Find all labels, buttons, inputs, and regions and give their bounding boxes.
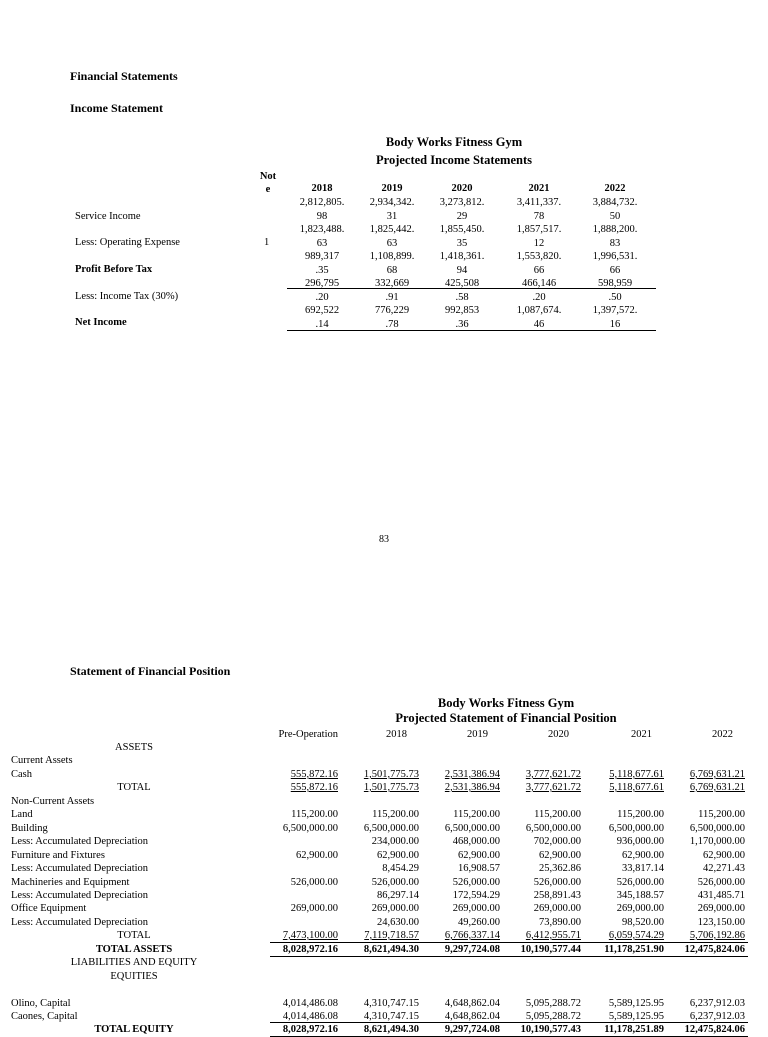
income-value-part: 1,857,517. (516, 224, 562, 235)
position-value-cell: 62,900.00 (377, 850, 419, 861)
position-row-label: EQUITIES (110, 971, 158, 982)
income-value-cell (504, 304, 574, 331)
position-value-cell: 3,777,621.72 (525, 769, 581, 780)
income-value-part: 1,087,674. (516, 305, 562, 316)
position-value-cell: 11,178,251.89 (604, 1024, 664, 1035)
position-row-label: Cash (11, 769, 32, 780)
income-value-cell (287, 196, 357, 223)
income-year-header: 2022 (604, 183, 626, 194)
position-total-rule (270, 1022, 748, 1023)
income-value-part: 1,996,531. (592, 251, 638, 262)
position-value-cell: 5,706,192.86 (689, 930, 745, 941)
income-value-part: .91 (385, 291, 399, 303)
position-value-cell: 11,178,251.90 (604, 944, 664, 955)
position-value-cell: 7,473,100.00 (282, 930, 338, 941)
position-value-cell: 62,900.00 (458, 850, 500, 861)
note-column-header (256, 170, 280, 196)
position-column-header: Pre-Operation (278, 729, 338, 740)
position-value-cell: 6,237,912.03 (689, 1011, 745, 1022)
position-value-cell: 98,520.00 (622, 917, 664, 928)
income-value-cell (287, 277, 357, 304)
income-value-part: 989,317 (304, 251, 340, 262)
income-value-part: 466,146 (521, 278, 557, 289)
position-row-label: Less: Accumulated Depreciation (11, 890, 149, 901)
position-row-label: Less: Accumulated Depreciation (11, 863, 149, 874)
income-value-cell (427, 304, 497, 331)
income-value-part: .50 (608, 291, 622, 303)
income-row-note: 1 (264, 237, 270, 248)
income-value-part: 1,888,200. (592, 224, 638, 235)
position-value-cell: 6,237,912.03 (689, 998, 745, 1009)
income-value-part: 16 (609, 318, 621, 330)
heading-income-statement: Income Statement (70, 101, 163, 115)
position-value-cell: 62,900.00 (622, 850, 664, 861)
position-value-cell: 7,119,718.57 (364, 930, 419, 941)
position-value-cell: 115,200.00 (534, 809, 581, 820)
position-row-label: Furniture and Fixtures (11, 850, 105, 861)
income-row-label: Service Income (75, 211, 141, 222)
position-value-cell: 123,150.00 (697, 917, 745, 928)
position-value-cell: 269,000.00 (452, 903, 500, 914)
position-value-cell: 9,297,724.08 (444, 944, 500, 955)
income-value-cell (504, 223, 574, 250)
position-value-cell: 234,000.00 (371, 836, 419, 847)
income-value-part: 46 (533, 318, 545, 330)
position-value-cell: 62,900.00 (703, 850, 745, 861)
position-value-cell: 258,891.43 (533, 890, 581, 901)
position-value-cell: 4,648,862.04 (444, 998, 500, 1009)
page-number: 83 (379, 534, 389, 545)
position-value-cell: 6,500,000.00 (689, 823, 745, 834)
position-value-cell: 5,095,288.72 (525, 998, 581, 1009)
income-value-part: 296,795 (304, 278, 340, 289)
income-year-header: 2021 (528, 183, 550, 194)
heading-financial-position: Statement of Financial Position (70, 664, 231, 678)
position-total-rule (270, 942, 748, 943)
income-value-part: 776,229 (374, 305, 410, 316)
position-row-label: TOTAL (117, 782, 151, 793)
income-value-part: 598,959 (597, 278, 633, 289)
position-value-cell: 526,000.00 (533, 877, 581, 888)
income-value-cell (427, 250, 497, 277)
income-value-part: 50 (609, 210, 621, 222)
position-value-cell: 8,028,972.16 (282, 944, 338, 955)
position-column-header: 2021 (631, 729, 652, 740)
income-value-part: 1,823,488. (299, 224, 345, 235)
position-value-cell: 526,000.00 (616, 877, 664, 888)
income-bottom-rule (287, 330, 656, 331)
income-value-part: 29 (456, 210, 468, 222)
income-value-cell (427, 277, 497, 304)
income-value-part: 1,553,820. (516, 251, 562, 262)
position-value-cell: 33,817.14 (622, 863, 664, 874)
position-value-cell: 24,630.00 (377, 917, 419, 928)
position-row-label: TOTAL ASSETS (95, 944, 173, 955)
position-value-cell: 4,014,486.08 (282, 998, 338, 1009)
income-year-header: 2019 (381, 183, 403, 194)
income-value-cell (580, 223, 650, 250)
income-value-cell (504, 196, 574, 223)
income-value-part: 2,934,342. (369, 197, 415, 208)
position-row-label: Land (11, 809, 33, 820)
income-value-cell (357, 250, 427, 277)
position-value-cell: 172,594.29 (452, 890, 500, 901)
income-value-part: 425,508 (444, 278, 480, 289)
position-value-cell: 269,000.00 (616, 903, 664, 914)
position-row-label: Olino, Capital (11, 998, 71, 1009)
position-value-cell: 2,531,386.94 (444, 782, 500, 793)
income-value-cell (427, 196, 497, 223)
position-value-cell: 6,500,000.00 (363, 823, 419, 834)
income-value-cell (357, 304, 427, 331)
position-value-cell: 73,890.00 (539, 917, 581, 928)
position-value-cell: 10,190,577.44 (520, 944, 581, 955)
position-value-cell: 86,297.14 (377, 890, 419, 901)
position-value-cell: 468,000.00 (452, 836, 500, 847)
position-value-cell: 6,412,955.71 (525, 930, 581, 941)
position-value-cell: 12,475,824.06 (684, 944, 745, 955)
income-value-part: 3,884,732. (592, 197, 638, 208)
position-value-cell: 115,200.00 (291, 809, 338, 820)
income-value-part: 68 (386, 264, 398, 276)
position-value-cell: 5,118,677.61 (609, 769, 664, 780)
position-value-cell: 555,872.16 (290, 782, 338, 793)
income-value-cell (287, 223, 357, 250)
income-value-part: 992,853 (444, 305, 480, 316)
position-column-header: 2019 (467, 729, 488, 740)
income-value-cell (357, 277, 427, 304)
position-value-cell: 6,059,574.29 (608, 930, 664, 941)
income-value-cell (580, 196, 650, 223)
position-row-label: LIABILITIES AND EQUITY (70, 957, 198, 968)
position-value-cell: 6,766,337.14 (444, 930, 500, 941)
position-value-cell: 42,271.43 (703, 863, 745, 874)
income-value-cell (287, 304, 357, 331)
income-value-cell (357, 196, 427, 223)
income-value-part: 1,418,361. (439, 251, 485, 262)
income-value-cell (580, 250, 650, 277)
income-value-part: 1,397,572. (592, 305, 638, 316)
position-row-label: Office Equipment (11, 903, 87, 914)
income-year-header: 2020 (451, 183, 473, 194)
position-value-cell: 10,190,577.43 (520, 1024, 581, 1035)
income-value-cell (357, 223, 427, 250)
position-value-cell: 526,000.00 (452, 877, 500, 888)
position-total-rule (270, 956, 748, 957)
position-value-cell: 4,014,486.08 (282, 1011, 338, 1022)
position-row-label: Current Assets (11, 755, 73, 766)
position-value-cell: 6,500,000.00 (608, 823, 664, 834)
income-value-cell (580, 277, 650, 304)
position-company-title: Body Works Fitness Gym (437, 696, 575, 710)
position-value-cell: 5,118,677.61 (609, 782, 664, 793)
income-value-cell (427, 223, 497, 250)
position-value-cell: 6,500,000.00 (282, 823, 338, 834)
income-value-part: 1,825,442. (369, 224, 415, 235)
position-value-cell: 1,501,775.73 (363, 782, 419, 793)
income-value-part: 3,411,337. (516, 197, 562, 208)
position-value-cell: 62,900.00 (539, 850, 581, 861)
position-value-cell: 25,362.86 (539, 863, 581, 874)
position-value-cell: 2,531,386.94 (444, 769, 500, 780)
income-company-title: Body Works Fitness Gym (385, 135, 523, 149)
position-value-cell: 4,310,747.15 (363, 998, 419, 1009)
position-value-cell: 702,000.00 (533, 836, 581, 847)
income-value-part: 2,812,805. (299, 197, 345, 208)
income-value-part: 31 (386, 210, 398, 222)
income-value-part: 83 (609, 237, 621, 249)
position-value-cell: 8,621,494.30 (363, 944, 419, 955)
position-value-cell: 5,589,125.95 (608, 998, 664, 1009)
position-value-cell: 269,000.00 (533, 903, 581, 914)
position-value-cell: 8,621,494.30 (363, 1024, 419, 1035)
income-value-part: 35 (456, 237, 468, 249)
income-statement-title: Projected Income Statements (376, 153, 532, 167)
position-value-cell: 6,500,000.00 (444, 823, 500, 834)
income-value-part: .20 (315, 291, 329, 303)
income-value-part: 66 (533, 264, 545, 276)
position-value-cell: 62,900.00 (296, 850, 338, 861)
income-value-part: 1,108,899. (369, 251, 415, 262)
position-value-cell: 6,769,631.21 (689, 769, 745, 780)
position-row-label: Caones, Capital (11, 1011, 78, 1022)
position-row-label: Less: Accumulated Depreciation (11, 917, 149, 928)
position-value-cell: 269,000.00 (697, 903, 745, 914)
position-value-cell: 16,908.57 (458, 863, 500, 874)
income-value-part: .35 (315, 264, 329, 276)
position-value-cell: 345,188.57 (616, 890, 664, 901)
position-value-cell: 3,777,621.72 (525, 782, 581, 793)
position-value-cell: 1,170,000.00 (689, 836, 745, 847)
heading-financial-statements: Financial Statements (70, 69, 178, 83)
position-value-cell: 526,000.00 (697, 877, 745, 888)
income-value-part: 63 (386, 237, 398, 249)
position-value-cell: 6,769,631.21 (689, 782, 745, 793)
position-value-cell: 115,200.00 (698, 809, 745, 820)
position-value-cell: 269,000.00 (290, 903, 338, 914)
income-value-cell (504, 277, 574, 304)
income-row-label: Less: Operating Expense (75, 237, 180, 248)
income-value-part: .14 (315, 318, 329, 330)
position-value-cell: 8,028,972.16 (282, 1024, 338, 1035)
income-value-part: 78 (533, 210, 545, 222)
income-value-cell (504, 250, 574, 277)
position-value-cell: 526,000.00 (371, 877, 419, 888)
position-row-label: Building (11, 823, 48, 834)
position-value-cell: 526,000.00 (290, 877, 338, 888)
income-value-part: 63 (316, 237, 328, 249)
position-value-cell: 115,200.00 (617, 809, 664, 820)
position-value-cell: 9,297,724.08 (444, 1024, 500, 1035)
position-value-cell: 8,454.29 (382, 863, 419, 874)
position-value-cell: 269,000.00 (371, 903, 419, 914)
position-column-header: 2022 (712, 729, 733, 740)
position-row-label: ASSETS (115, 742, 153, 753)
position-row-label: TOTAL EQUITY (94, 1024, 174, 1035)
income-value-part: 1,855,450. (439, 224, 485, 235)
position-value-cell: 936,000.00 (616, 836, 664, 847)
position-value-cell: 49,260.00 (458, 917, 500, 928)
note-header-line2: e (265, 184, 271, 195)
income-value-part: 12 (533, 237, 545, 249)
position-value-cell: 555,872.16 (290, 769, 338, 780)
note-header-line1: Not (259, 171, 277, 182)
income-value-part: .20 (532, 291, 546, 303)
income-year-header: 2018 (311, 183, 333, 194)
position-value-cell: 12,475,824.06 (684, 1024, 745, 1035)
position-row-label: TOTAL (117, 930, 151, 941)
position-value-cell: 4,648,862.04 (444, 1011, 500, 1022)
position-column-header: 2018 (386, 729, 407, 740)
income-value-part: 3,273,812. (439, 197, 485, 208)
income-value-part: .78 (385, 318, 399, 330)
position-row-label: Less: Accumulated Depreciation (11, 836, 149, 847)
position-row-label: Non-Current Assets (11, 796, 95, 807)
position-value-cell: 1,501,775.73 (363, 769, 419, 780)
position-value-cell: 115,200.00 (372, 809, 419, 820)
position-row-label: Machineries and Equipment (11, 877, 130, 888)
income-value-part: .58 (455, 291, 469, 303)
income-value-cell (580, 304, 650, 331)
income-value-part: 332,669 (374, 278, 410, 289)
position-value-cell: 6,500,000.00 (525, 823, 581, 834)
income-value-part: 98 (316, 210, 328, 222)
income-row-label: Net Income (75, 317, 127, 328)
income-value-part: 692,522 (304, 305, 340, 316)
income-subtotal-rule (287, 288, 656, 289)
income-value-cell (287, 250, 357, 277)
income-value-part: 94 (456, 264, 468, 276)
income-value-part: .36 (455, 318, 469, 330)
income-row-label: Less: Income Tax (30%) (75, 291, 179, 302)
income-value-part: 66 (609, 264, 621, 276)
position-value-cell: 5,589,125.95 (608, 1011, 664, 1022)
position-value-cell: 4,310,747.15 (363, 1011, 419, 1022)
position-value-cell: 5,095,288.72 (525, 1011, 581, 1022)
position-value-cell: 431,485.71 (697, 890, 745, 901)
position-column-header: 2020 (548, 729, 569, 740)
position-statement-title: Projected Statement of Financial Position (395, 711, 617, 725)
position-value-cell: 115,200.00 (453, 809, 500, 820)
income-row-label: Profit Before Tax (75, 264, 153, 275)
